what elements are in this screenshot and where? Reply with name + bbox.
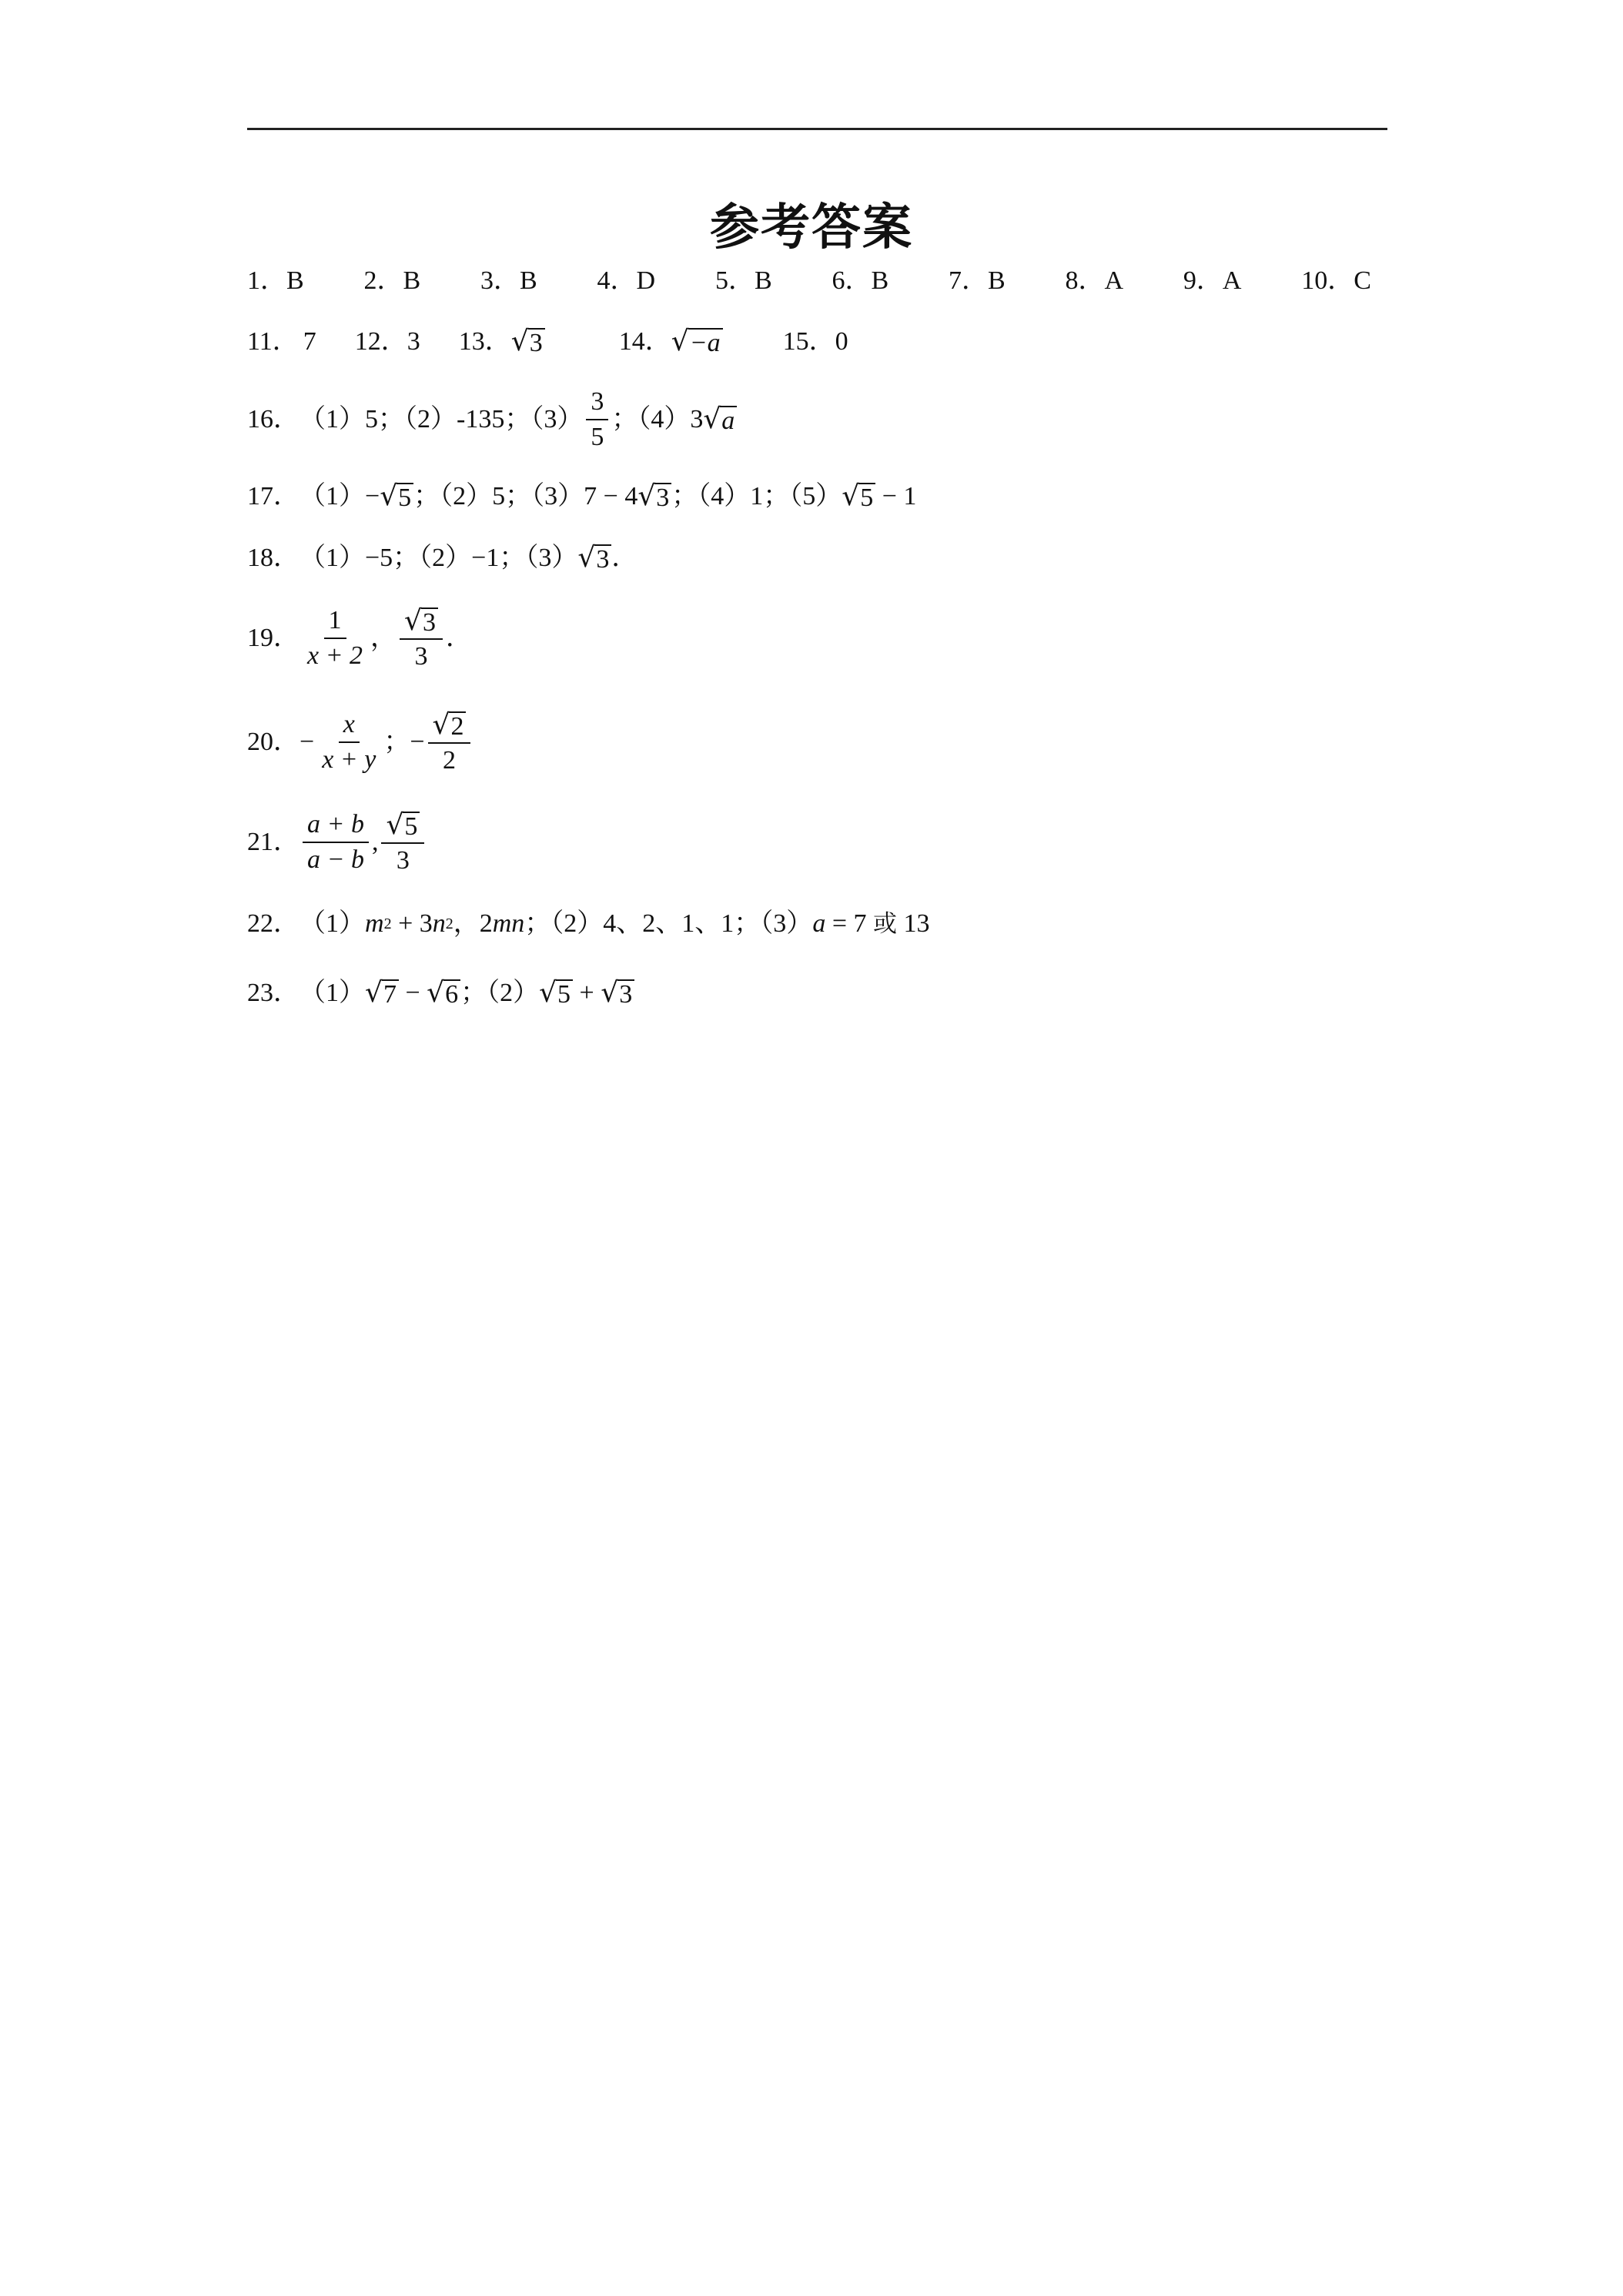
sqrt-17-5: √ 5 (842, 481, 875, 512)
answer-16: 16． （1）5；（2）-135；（3） $\frac{3}{5}$ ；（4）3 √ a (247, 387, 737, 453)
sqrt-23-4: √ 3 (601, 978, 634, 1009)
fraction-16: $\frac{3}{5}$ (586, 387, 608, 453)
answer-20: 20． − $\frac{x}{x + y}$ ； − √ 2 2 (247, 708, 474, 776)
answer-9: 9．A (1183, 266, 1242, 295)
fraction-21-2: √ 5 3 (381, 808, 424, 876)
fraction-19-2: √ 3 3 (400, 604, 443, 672)
mc-answers-row (247, 266, 1371, 296)
answer-8: 8．A (1065, 266, 1124, 295)
answer-18: 18． （1）−5；（2）−1；（3） √ 3 ． (247, 542, 638, 574)
sqrt-13: √ 3 (511, 326, 545, 357)
answer-3: 3．B (480, 266, 537, 295)
answer-11: 11． 7 (247, 327, 316, 356)
answer-1: 1．B (247, 266, 304, 295)
answer-23: 23． （1） √ 7 − √ 6 ；（2） √ 5 + √ 3 (247, 978, 634, 1009)
answer-21: 21． $\frac{a + b}{a - b}$ , √ 5 3 (247, 808, 427, 876)
fraction-20-2: √ 2 2 (428, 708, 471, 776)
sqrt-23-2: √ 6 (427, 978, 460, 1009)
fill-answers-row (247, 326, 848, 357)
sqrt-16: √ a (703, 404, 737, 435)
sqrt-23-3: √ 5 (539, 978, 573, 1009)
sqrt-17-3: √ 3 (637, 481, 671, 512)
answer-14: 14． √ −a (619, 326, 723, 357)
fraction-21-1: $\frac{a + b}{a - b}$ (303, 809, 369, 875)
answer-22: 22． （1） m 2 + 3 n 2 ， 2 mn ；（2）4、2、1、1；（3） a = 7 或 13 (247, 909, 930, 938)
sqrt-17-1: √ 5 (380, 481, 413, 512)
answer-10: 10．C (1301, 266, 1371, 295)
answer-6: 6．B (832, 266, 889, 295)
answer-5: 5．B (714, 266, 772, 295)
sqrt-23-1: √ 7 (365, 978, 399, 1009)
fraction-19-1: $\frac{1}{x + 2}$ (307, 606, 363, 671)
answer-4: 4．D (597, 266, 656, 295)
sqrt-14: √ −a (671, 326, 723, 357)
answer-7: 7．B (948, 266, 1006, 295)
answer-12: 12． 3 (354, 327, 420, 356)
answer-13: 13． √ 3 (459, 326, 545, 357)
fraction-20-1: $\frac{x}{x + y}$ (322, 710, 376, 775)
answer-19: 19． $\frac{1}{x + 2}$ ， √ 3 3 ． (247, 605, 472, 671)
answer-15: 15． 0 (782, 327, 848, 356)
page-title: 参考答案 (710, 199, 913, 256)
answer-2: 2．B (363, 266, 421, 295)
header-rule (247, 128, 1387, 130)
sqrt-18: √ 3 (577, 543, 611, 574)
answer-17: 17． （1） − √ 5 ；（2）5；（3） 7 − 4 √ 3 ；（4）1；（5） √ 5 − 1 (247, 480, 917, 512)
